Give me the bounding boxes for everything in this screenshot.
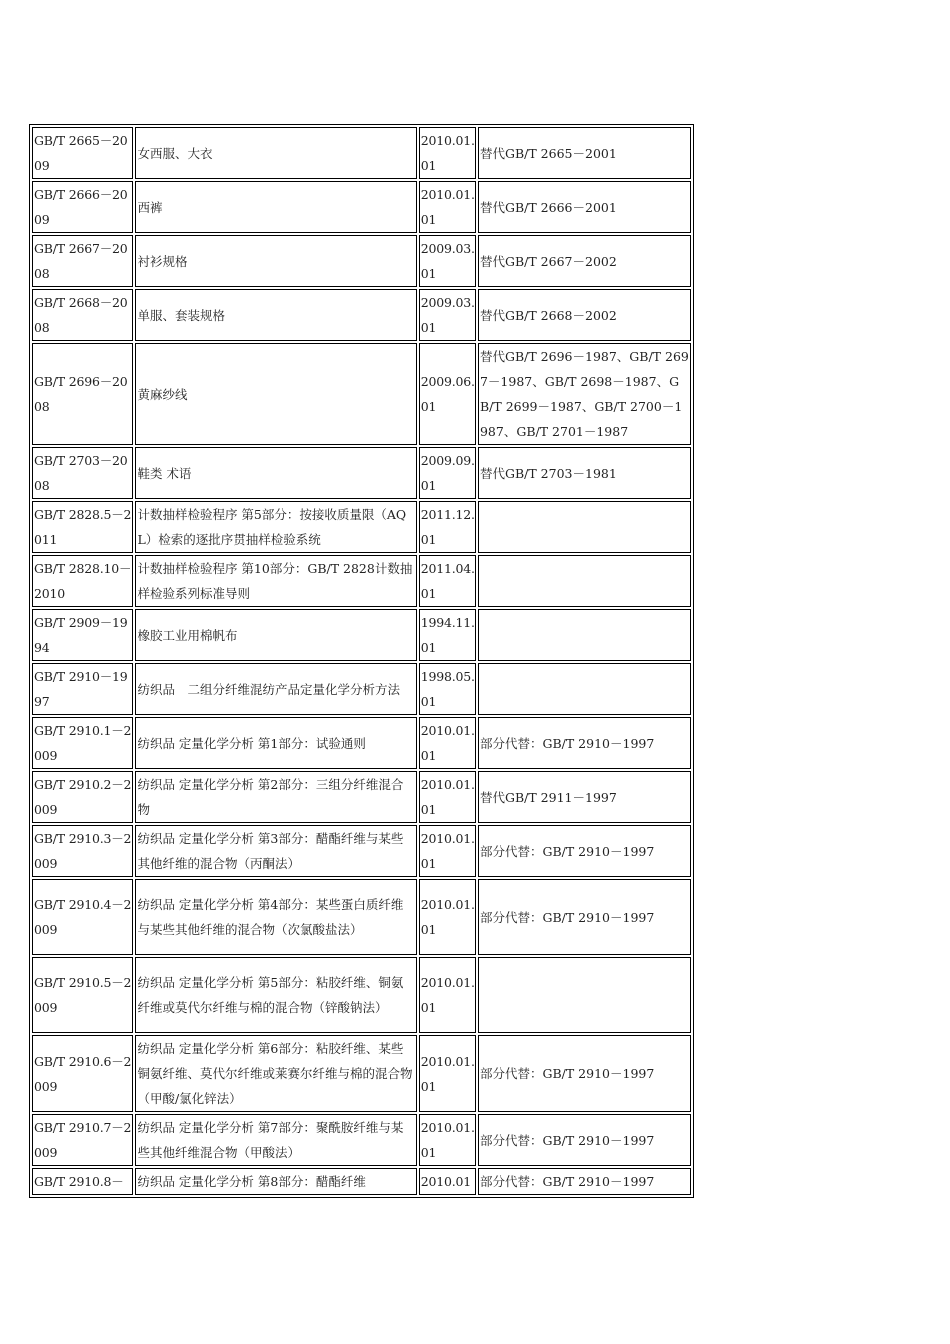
standard-title: 纺织品 定量化学分析 第2部分：三组分纤维混合物 (135, 771, 416, 823)
standard-number: GB/T 2910.7－2009 (32, 1114, 133, 1166)
standard-title: 纺织品 定量化学分析 第4部分：某些蛋白质纤维与某些其他纤维的混合物（次氯酸盐法） (135, 879, 416, 955)
table-row (32, 879, 691, 955)
standard-title: 女西服、大衣 (135, 127, 416, 179)
effective-date: 2009.09.01 (419, 447, 476, 499)
replacement-note: 部分代替：GB/T 2910－1997 (478, 1035, 691, 1112)
standard-number: GB/T 2668－2008 (32, 289, 133, 341)
standard-number: GB/T 2910.8－ (32, 1168, 133, 1195)
table-row (32, 663, 691, 715)
table-row (32, 447, 691, 499)
standard-number: GB/T 2910.6－2009 (32, 1035, 133, 1112)
standard-number: GB/T 2828.5－2011 (32, 501, 133, 553)
table-row (32, 181, 691, 233)
standards-table (29, 124, 694, 1198)
standard-title: 西裤 (135, 181, 416, 233)
effective-date: 2010.01.01 (419, 879, 476, 955)
standard-number: GB/T 2665－2009 (32, 127, 133, 179)
table-row (32, 343, 691, 445)
effective-date: 2011.12.01 (419, 501, 476, 553)
table-row (32, 1114, 691, 1166)
replacement-note (478, 609, 691, 661)
effective-date: 2010.01.01 (419, 1114, 476, 1166)
standard-number: GB/T 2667－2008 (32, 235, 133, 287)
replacement-note: 部分代替：GB/T 2910－1997 (478, 717, 691, 769)
effective-date: 1994.11.01 (419, 609, 476, 661)
standard-title: 纺织品 定量化学分析 第3部分：醋酯纤维与某些其他纤维的混合物（丙酮法） (135, 825, 416, 877)
standard-title: 纺织品 定量化学分析 第7部分：聚酰胺纤维与某些其他纤维混合物（甲酸法） (135, 1114, 416, 1166)
standard-number: GB/T 2910.2－2009 (32, 771, 133, 823)
effective-date: 2010.01.01 (419, 127, 476, 179)
replacement-note (478, 957, 691, 1033)
replacement-note (478, 663, 691, 715)
table-row (32, 501, 691, 553)
standard-number: GB/T 2909－1994 (32, 609, 133, 661)
standard-title: 黄麻纱线 (135, 343, 416, 445)
standard-number: GB/T 2666－2009 (32, 181, 133, 233)
replacement-note: 替代GB/T 2703－1981 (478, 447, 691, 499)
effective-date: 2010.01.01 (419, 771, 476, 823)
replacement-note: 部分代替：GB/T 2910－1997 (478, 1168, 691, 1195)
table-row (32, 957, 691, 1033)
table-row (32, 1168, 691, 1195)
replacement-note: 替代GB/T 2665－2001 (478, 127, 691, 179)
standard-title: 纺织品 定量化学分析 第8部分：醋酯纤维 (135, 1168, 416, 1195)
table-row (32, 825, 691, 877)
replacement-note: 替代GB/T 2666－2001 (478, 181, 691, 233)
effective-date: 2011.04.01 (419, 555, 476, 607)
effective-date: 2009.03.01 (419, 289, 476, 341)
replacement-note: 部分代替：GB/T 2910－1997 (478, 825, 691, 877)
replacement-note: 部分代替：GB/T 2910－1997 (478, 1114, 691, 1166)
standard-number: GB/T 2703－2008 (32, 447, 133, 499)
replacement-note (478, 555, 691, 607)
table-row (32, 609, 691, 661)
standard-title: 单服、套装规格 (135, 289, 416, 341)
effective-date: 2010.01 (419, 1168, 476, 1195)
table-row (32, 127, 691, 179)
effective-date: 1998.05.01 (419, 663, 476, 715)
replacement-note: 部分代替：GB/T 2910－1997 (478, 879, 691, 955)
replacement-note: 替代GB/T 2668－2002 (478, 289, 691, 341)
standard-number: GB/T 2910.3－2009 (32, 825, 133, 877)
standard-title: 计数抽样检验程序 第10部分：GB/T 2828计数抽样检验系列标准导则 (135, 555, 416, 607)
standard-number: GB/T 2910.4－2009 (32, 879, 133, 955)
standard-title: 纺织品 定量化学分析 第6部分：粘胶纤维、某些铜氨纤维、莫代尔纤维或莱赛尔纤维与棉的混合物（甲酸/氯化锌法） (135, 1035, 416, 1112)
standard-title: 纺织品 定量化学分析 第1部分：试验通则 (135, 717, 416, 769)
effective-date: 2010.01.01 (419, 181, 476, 233)
table-row (32, 235, 691, 287)
table-row (32, 1035, 691, 1112)
standard-title: 衬衫规格 (135, 235, 416, 287)
standard-title: 鞋类 术语 (135, 447, 416, 499)
table-row (32, 555, 691, 607)
standard-number: GB/T 2910.1－2009 (32, 717, 133, 769)
standard-number: GB/T 2828.10－2010 (32, 555, 133, 607)
standard-title: 纺织品 定量化学分析 第5部分：粘胶纤维、铜氨纤维或莫代尔纤维与棉的混合物（锌酸钠法） (135, 957, 416, 1033)
replacement-note: 替代GB/T 2696－1987、GB/T 2697－1987、GB/T 2698－1987、GB/T 2699－1987、GB/T 2700－1987、GB/T 2701－1987 (478, 343, 691, 445)
effective-date: 2010.01.01 (419, 957, 476, 1033)
replacement-note (478, 501, 691, 553)
standard-number: GB/T 2910.5－2009 (32, 957, 133, 1033)
effective-date: 2009.06.01 (419, 343, 476, 445)
effective-date: 2010.01.01 (419, 825, 476, 877)
standard-title: 纺织品 二组分纤维混纺产品定量化学分析方法 (135, 663, 416, 715)
effective-date: 2010.01.01 (419, 1035, 476, 1112)
standard-title: 计数抽样检验程序 第5部分：按接收质量限（AQL）检索的逐批序贯抽样检验系统 (135, 501, 416, 553)
standard-number: GB/T 2910－1997 (32, 663, 133, 715)
standard-title: 橡胶工业用棉帆布 (135, 609, 416, 661)
standard-number: GB/T 2696－2008 (32, 343, 133, 445)
replacement-note: 替代GB/T 2911－1997 (478, 771, 691, 823)
effective-date: 2010.01.01 (419, 717, 476, 769)
table-row (32, 717, 691, 769)
table-row (32, 771, 691, 823)
table-row (32, 289, 691, 341)
effective-date: 2009.03.01 (419, 235, 476, 287)
replacement-note: 替代GB/T 2667－2002 (478, 235, 691, 287)
